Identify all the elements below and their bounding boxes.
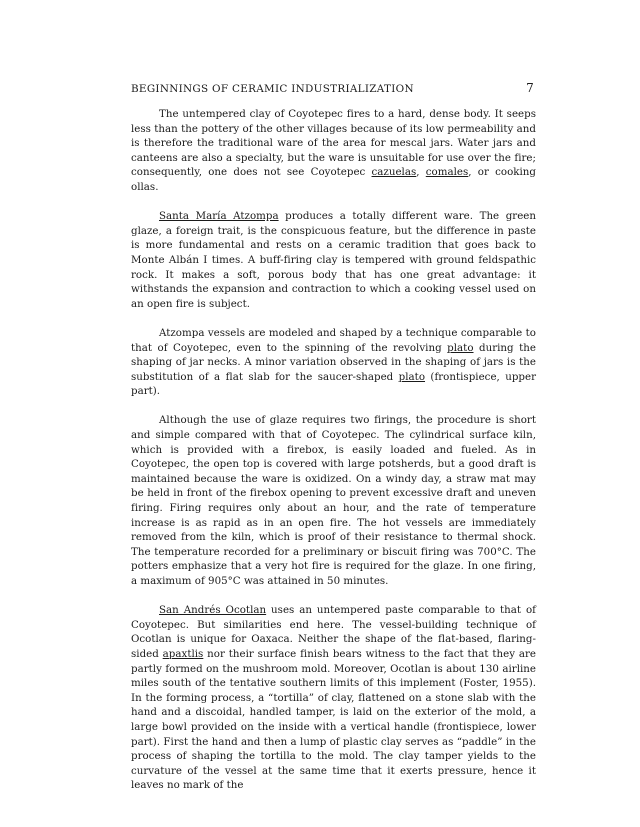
running-header: [131, 81, 536, 95]
document-page: [131, 81, 536, 808]
paragraph-coyotepec: [131, 107, 536, 195]
text-run: nor their surface finish bears witness to the fact that they are partly formed on the mushroom mold. Moreover, Ocotlan is about 130 airline miles south of the tentative southern limits of this implement (Foster, 1955). In the forming process, a “tortilla” of clay, flattened on a stone slab with the hand and a discoidal, handled tamper, is laid on the exterior of the mold, a large bowl provided on the inside with a vertical handle (frontispiece, lower part). First the hand and then a lump of plastic clay serves as “paddle” in the process of shaping the tortilla to the mold. The clay tamper yields to the curvature of the vessel at the same time that it exerts pressure, hence it leaves no mark of the: [131, 647, 536, 792]
text-run: Atzompa vessels are modeled and shaped by a technique comparable to that of Coyotepec, even to the spinning of the revolving: [131, 326, 536, 354]
paragraph-glaze-firing: [131, 413, 536, 588]
text-run: ,: [416, 166, 426, 179]
place-san-andres-ocotlan: San Andrés Ocotlan: [159, 604, 267, 617]
paragraph-atzompa: [131, 209, 536, 311]
text-run: The untempered clay of Coyotepec fires to a hard, dense body. It seeps less than the pottery of the other villages because of its low permeability and is therefore the traditional ware of the area for mescal jars. Water jars and canteens are also a specialty, but the ware is unsuitable for use over the fire; consequently, one does not see Coyotepec: [131, 108, 536, 179]
paragraph-atzompa-shaping: [131, 326, 536, 399]
text-run: during the shaping of jar necks. A minor variation observed in the shaping of jars is the substitution of a flat slab for the saucer-shaped: [131, 341, 536, 383]
term-cazuelas: cazuelas: [371, 166, 417, 179]
text-run: (frontispiece, upper part).: [131, 370, 537, 398]
text-run: produces a totally different ware. The green glaze, a foreign trait, is the conspicuous feature, but the difference in paste is more fundamental and rests on a ceramic tradition that goes back to Monte Albán I times. A buff-firing clay is tempered with ground feldspathic rock. It makes a soft, porous body that has one great advantage: it withstands the expansion and contraction to which a cooking vessel used on an open fire is subject.: [131, 210, 536, 310]
term-plato: plato: [447, 341, 474, 354]
text-run: Although the use of glaze requires two firings, the procedure is short and simple compared with that of Coyotepec. The cylindrical surface kiln, which is provided with a firebox, is easily loaded and fueled. As in Coyotepec, the open top is covered with large potsherds, but a good draft is maintained because the ware is oxidized. On a windy day, a straw mat may be held in front of the firebox opening to prevent excessive draft and uneven firing. Firing requires only about an hour, and the rate of temperature increase is as rapid as in an open fire. The hot vessels are immediately removed from the kiln, which is proof of their resistance to thermal shock. The temperature recorded for a preliminary or biscuit firing was 700°C. The potters emphasize that a very hot fire is required for the glaze. In one firing, a maximum of 905°C was attained in 50 minutes.: [131, 414, 536, 587]
term-comales: comales: [425, 166, 469, 179]
text-run: , or cooking ollas.: [131, 166, 536, 193]
text-run: uses an untempered paste comparable to that of Coyotepec. But similarities end here. The vessel-building technique of Ocotlan is unique for Oaxaca. Neither the shape of the flat-based, flaring-sided: [131, 604, 536, 660]
term-apaxtlis: apaxtlis: [162, 647, 204, 660]
term-plato: plato: [398, 370, 426, 383]
page-number: 7: [526, 81, 534, 95]
paragraph-ocotlan: [131, 603, 536, 793]
place-santa-maria-atzompa: Santa María Atzompa: [159, 210, 279, 223]
running-title: BEGINNINGS OF CERAMIC INDUSTRIALIZATION: [131, 83, 414, 95]
